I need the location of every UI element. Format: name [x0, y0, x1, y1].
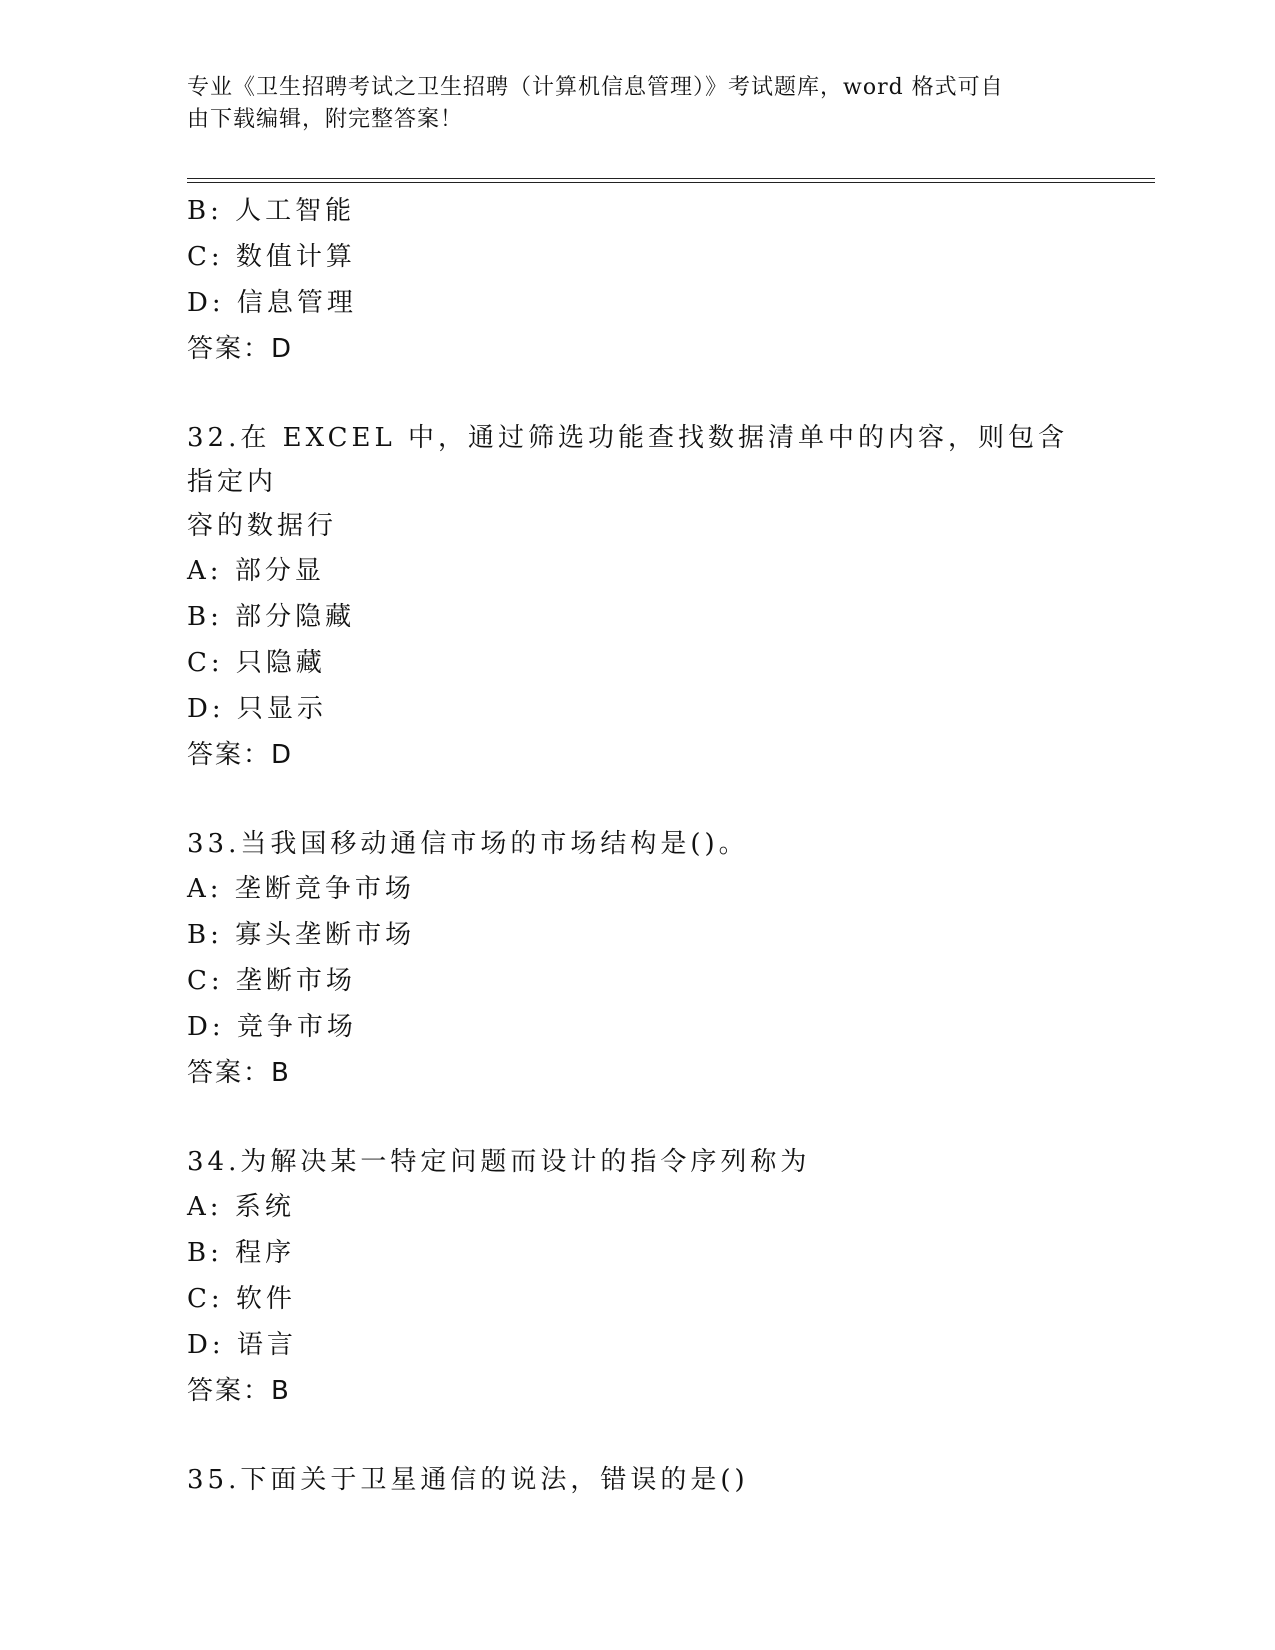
option-label: C: [187, 1284, 224, 1314]
option-label: D: [187, 1330, 225, 1360]
option-label: D: [187, 1012, 225, 1042]
option-a [187, 1184, 1087, 1230]
option-label: B: [187, 196, 223, 226]
question-text-line-1: 34.为解决某一特定问题而设计的指令序列称为 [187, 1147, 811, 1177]
option-d [187, 1322, 1087, 1368]
answer: 答案：D [187, 740, 294, 770]
option-text: 寡头垄断市场 [235, 920, 416, 950]
option-text: 只显示 [236, 694, 327, 724]
question-32 [187, 416, 1087, 778]
option-label: D: [187, 694, 225, 724]
option-text: 垄断竞争市场 [234, 874, 415, 904]
question-text [187, 416, 1077, 548]
answer: 答案：B [187, 1376, 291, 1406]
option-text: 只隐藏 [235, 648, 326, 678]
option-label: B: [187, 602, 223, 632]
option-label: A: [187, 1192, 223, 1222]
option-b [187, 912, 1087, 958]
answer: 答案：D [187, 334, 294, 364]
option-label: A: [187, 874, 223, 904]
question-list [187, 188, 1087, 1502]
question-text-line-1: 35.下面关于卫星通信的说法，错误的是() [187, 1465, 749, 1495]
option-text: 部分隐藏 [235, 602, 356, 632]
question-34 [187, 1140, 1087, 1414]
option-text: 人工智能 [235, 196, 356, 226]
option-text: 垄断市场 [235, 966, 356, 996]
option-label: B: [187, 920, 223, 950]
option-a [187, 866, 1087, 912]
option-c [187, 640, 1087, 686]
option-label: D: [187, 288, 225, 318]
question-text-line-1: 33.当我国移动通信市场的市场结构是()。 [187, 829, 749, 859]
question-33 [187, 822, 1087, 1096]
option-text: 部分显 [234, 556, 325, 586]
option-b [187, 1230, 1087, 1276]
option-text: 信息管理 [236, 288, 357, 318]
option-b [187, 594, 1087, 640]
option-d [187, 686, 1087, 732]
option-c [187, 234, 1087, 280]
option-c [187, 1276, 1087, 1322]
question-text [187, 822, 1077, 866]
question-text-line-1: 32.在 EXCEL 中，通过筛选功能查找数据清单中的内容，则包含指定内 [187, 423, 1069, 497]
option-label: B: [187, 1238, 223, 1268]
question-text [187, 1140, 1077, 1184]
option-d [187, 280, 1087, 326]
question-31-continuation [187, 188, 1087, 372]
option-text: 语言 [236, 1330, 297, 1360]
option-text: 系统 [234, 1192, 295, 1222]
document-header [187, 72, 1067, 136]
option-d [187, 1004, 1087, 1050]
option-a [187, 548, 1087, 594]
question-text-line-2: 容的数据行 [187, 511, 338, 541]
answer: 答案：B [187, 1058, 291, 1088]
option-label: A: [187, 556, 223, 586]
option-text: 程序 [235, 1238, 296, 1268]
header-line-1: 专业《卫生招聘考试之卫生招聘（计算机信息管理）》考试题库，word 格式可自 [187, 75, 1004, 100]
option-label: C: [187, 966, 224, 996]
option-label: C: [187, 242, 224, 272]
option-text: 数值计算 [235, 242, 356, 272]
option-text: 软件 [235, 1284, 296, 1314]
option-c [187, 958, 1087, 1004]
question-35 [187, 1458, 1087, 1502]
header-rule-bottom [187, 182, 1155, 183]
option-b [187, 188, 1087, 234]
option-label: C: [187, 648, 224, 678]
question-text [187, 1458, 1077, 1502]
header-rule-top [187, 178, 1155, 179]
option-text: 竞争市场 [236, 1012, 357, 1042]
header-line-2: 由下载编辑，附完整答案！ [187, 107, 464, 132]
